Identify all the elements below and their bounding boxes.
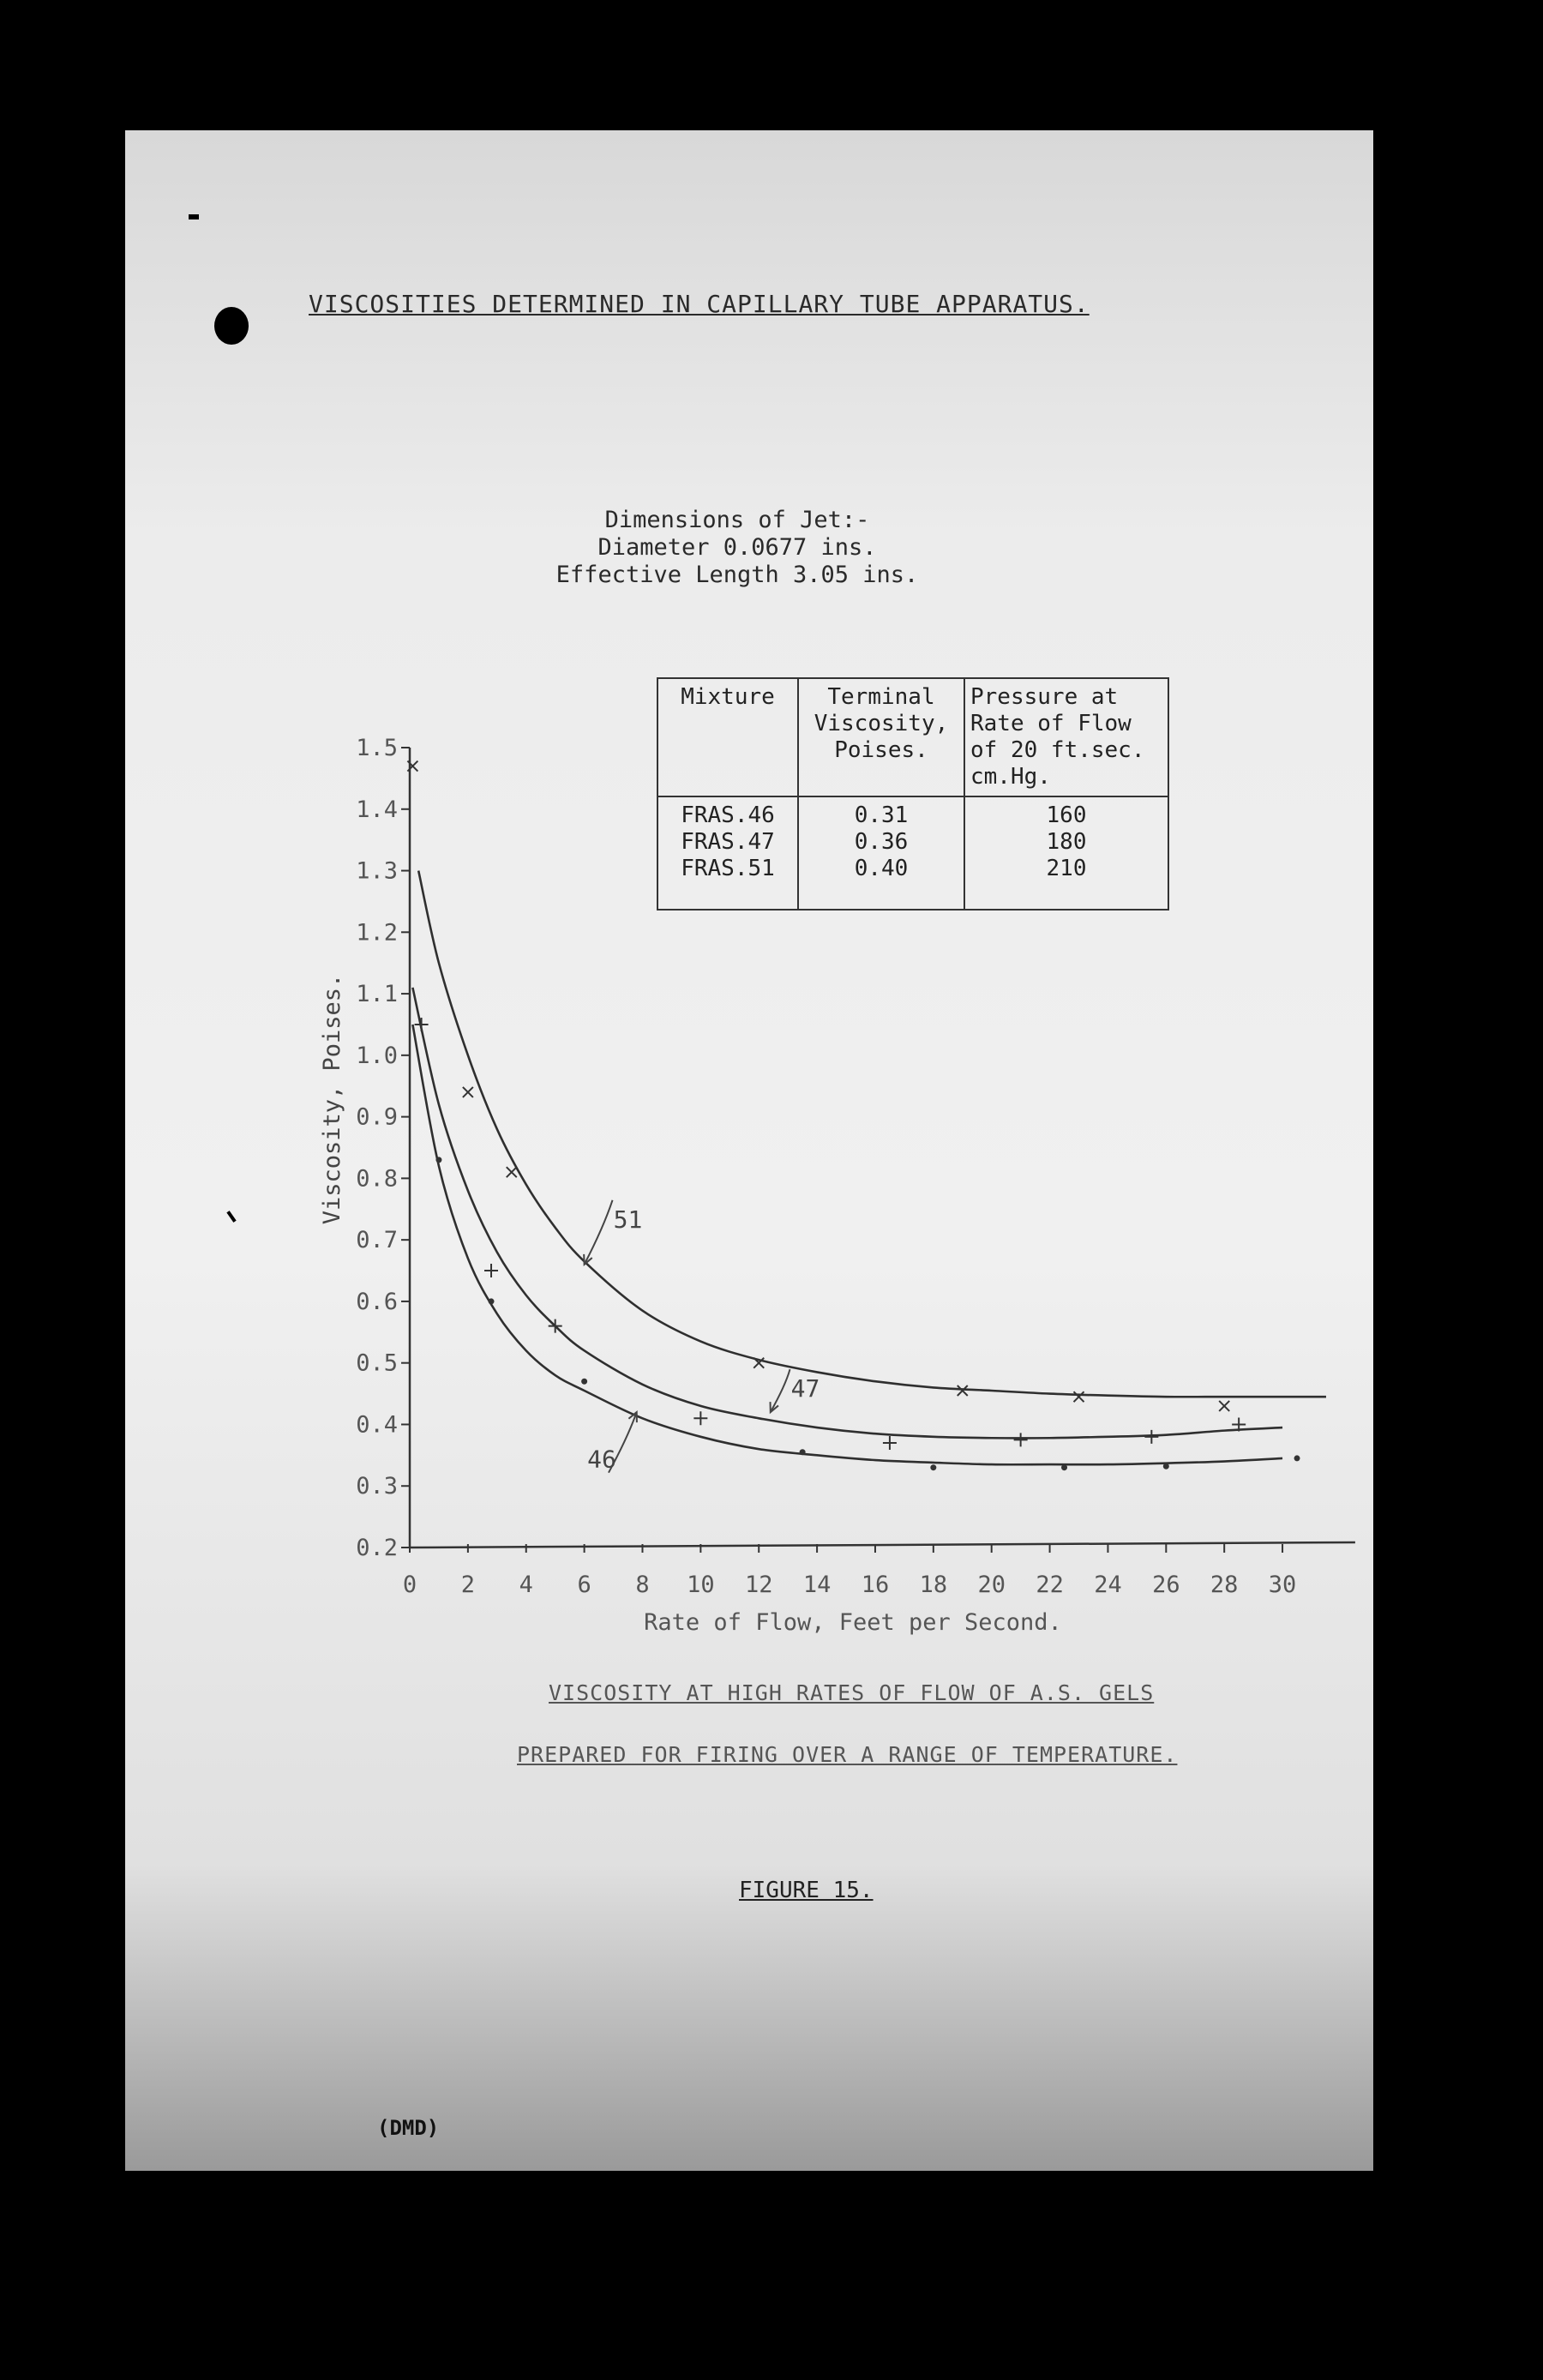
curve-label-51: 51 xyxy=(613,1205,643,1234)
series-line-46 xyxy=(412,1025,1282,1464)
y-tick-label: 0.6 xyxy=(356,1288,398,1315)
jet-diameter: Diameter 0.0677 ins. xyxy=(597,534,877,561)
data-point-47 xyxy=(883,1436,897,1450)
data-point-46 xyxy=(489,1298,495,1304)
viscosity-51: 0.40 xyxy=(854,856,909,881)
viscosity-47: 0.36 xyxy=(854,829,909,855)
series-line-51 xyxy=(418,871,1326,1397)
data-point-46 xyxy=(930,1464,936,1470)
table-header-pressure: Pressure at Rate of Flow of 20 ft.sec. cm.Hg. xyxy=(964,678,1168,796)
y-tick-label: 0.9 xyxy=(356,1103,398,1131)
y-tick-label: 0.4 xyxy=(356,1411,398,1439)
x-tick-label: 20 xyxy=(977,1572,1006,1598)
table-header-viscosity: Terminal Viscosity, Poises. xyxy=(798,678,964,796)
jet-effective-length: Effective Length 3.05 ins. xyxy=(555,562,919,588)
pressure-51: 210 xyxy=(1046,856,1087,881)
figure-label: FIGURE 15. xyxy=(739,1878,874,1903)
x-tick-label: 30 xyxy=(1268,1572,1297,1598)
curve-label-47: 47 xyxy=(790,1374,820,1403)
table-header-mixture: Mixture xyxy=(657,678,798,796)
data-point-47 xyxy=(484,1264,498,1277)
y-tick-label: 1.1 xyxy=(356,981,398,1008)
curve-label-arrow-51 xyxy=(585,1200,613,1265)
x-tick-label: 14 xyxy=(802,1572,832,1598)
x-tick-label: 28 xyxy=(1210,1572,1239,1598)
curve-label-arrow-46 xyxy=(609,1412,637,1473)
x-tick-label: 10 xyxy=(687,1572,715,1598)
mixture-47: FRAS.47 xyxy=(681,829,775,855)
x-tick-label: 2 xyxy=(460,1572,476,1598)
x-tick-label: 22 xyxy=(1036,1572,1064,1598)
data-point-47 xyxy=(415,1018,429,1031)
curve-label-46: 46 xyxy=(587,1445,616,1474)
x-tick-label: 4 xyxy=(519,1572,533,1598)
y-tick-label: 0.7 xyxy=(356,1227,398,1254)
data-point-47 xyxy=(693,1411,707,1425)
data-point-46 xyxy=(581,1379,587,1385)
figure-caption-line2: PREPARED FOR FIRING OVER A RANGE OF TEMPERATURE. xyxy=(517,1742,1178,1767)
document-title: VISCOSITIES DETERMINED IN CAPILLARY TUBE APPARATUS. xyxy=(309,290,1090,318)
data-point-51 xyxy=(1074,1391,1084,1402)
y-tick-label: 0.3 xyxy=(356,1473,398,1500)
y-tick-label: 0.2 xyxy=(356,1535,398,1561)
data-point-47 xyxy=(1144,1430,1158,1444)
pressure-47: 180 xyxy=(1046,829,1087,855)
x-tick-label: 24 xyxy=(1094,1572,1122,1598)
data-point-47 xyxy=(1014,1433,1028,1446)
y-tick-label: 1.0 xyxy=(356,1042,398,1069)
x-tick-label: 12 xyxy=(744,1572,773,1598)
jet-dimensions-heading: Dimensions of Jet:- xyxy=(604,507,870,533)
data-point-46 xyxy=(800,1449,806,1455)
y-axis-title: Viscosity, Poises. xyxy=(319,973,345,1225)
figure-caption-line1: VISCOSITY AT HIGH RATES OF FLOW OF A.S. GELS xyxy=(549,1680,1155,1705)
y-tick-label: 1.2 xyxy=(356,919,398,947)
data-point-51 xyxy=(1219,1401,1229,1411)
data-point-51 xyxy=(958,1385,968,1396)
footer-mark: (DMD) xyxy=(377,2116,440,2140)
data-point-46 xyxy=(435,1157,441,1163)
viscosity-46: 0.31 xyxy=(854,802,909,828)
data-point-46 xyxy=(1061,1464,1067,1470)
x-axis-title: Rate of Flow, Feet per Second. xyxy=(644,1609,1062,1636)
y-tick-label: 0.5 xyxy=(356,1349,398,1377)
data-point-51 xyxy=(507,1167,517,1177)
y-tick-label: 1.5 xyxy=(356,735,398,761)
data-point-46 xyxy=(1163,1463,1169,1469)
y-tick-label: 1.3 xyxy=(356,857,398,885)
mixture-51: FRAS.51 xyxy=(681,856,775,881)
curve-label-arrow-47 xyxy=(771,1369,790,1412)
y-tick-label: 1.4 xyxy=(356,796,398,823)
x-axis xyxy=(410,1542,1355,1548)
data-point-46 xyxy=(1294,1455,1300,1461)
x-tick-label: 26 xyxy=(1152,1572,1180,1598)
mixture-46: FRAS.46 xyxy=(681,802,775,828)
data-point-51 xyxy=(463,1087,473,1097)
x-tick-label: 8 xyxy=(635,1572,650,1598)
x-tick-label: 6 xyxy=(577,1572,591,1598)
x-tick-label: 16 xyxy=(861,1572,890,1598)
x-tick-label: 18 xyxy=(919,1572,948,1598)
pressure-46: 160 xyxy=(1046,802,1087,828)
y-tick-label: 0.8 xyxy=(356,1165,398,1193)
x-tick-label: 0 xyxy=(402,1572,417,1598)
